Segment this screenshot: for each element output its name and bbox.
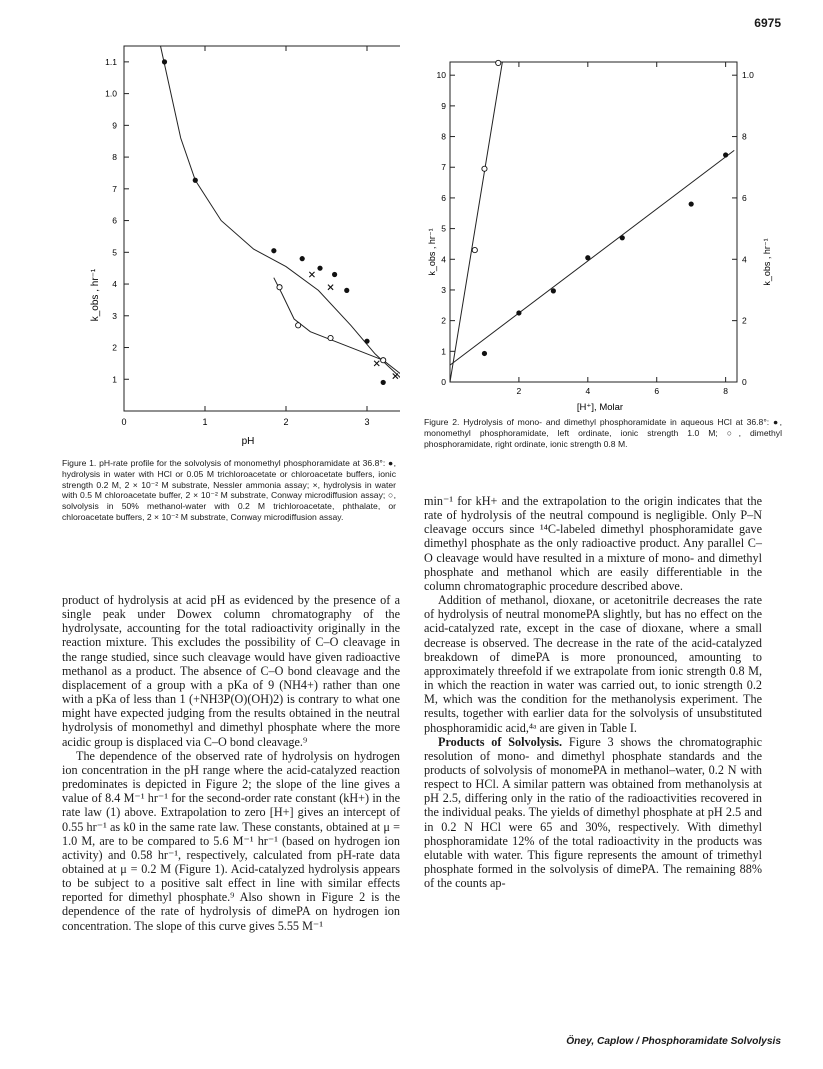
fig1-y-tick-label: 5: [112, 247, 117, 258]
fig2-left-tick-label: 1: [441, 346, 446, 357]
fig2-point: [482, 351, 487, 356]
fig1-y-tick-label: 2: [112, 342, 117, 353]
page-number: 6975: [754, 16, 781, 30]
fig1-y-tick-label: 1: [112, 374, 117, 385]
fig1-y-tick-label: 6: [112, 215, 117, 226]
fig2-right-tick-label: 6: [742, 192, 747, 203]
fig2-x-tick-label: 6: [654, 386, 660, 396]
fig1-point: [296, 323, 301, 328]
right-paragraph-1: min⁻¹ for kH+ and the extrapolation to the origin indicates that the rate of hydrolysis of the neutral compound is negligible. Only P–N cleavage occurs since ¹⁴C-labeled dimethyl phosphoramidate gave dimethyl phosphate as the only radioactive product. Any parallel C–O cleavage would have resulted in a mixture of mono- and dimethyl phosphate and methanol which are easily differentiable in the column chromatographic procedure described above.: [424, 494, 762, 593]
fig2-left-tick-label: 9: [441, 100, 446, 111]
fig1-y-tick-label: 1.1: [105, 56, 117, 67]
left-paragraph-2: The dependence of the observed rate of hydrolysis on hydrogen ion concentration in the pH range where the acid-catalyzed reaction predominates is depicted in Figure 2; the slope of the line gives a value of 8.4 M⁻¹ hr⁻¹ for the second-order rate constant (kH+) in the rate law (1) above. Extrapolation to zero [H+] gives an intercept of 0.55 hr⁻¹ as k0 in the same rate law. These constants, obtained at μ = 1.0 M, are to be compared to 5.6 M⁻¹ hr⁻¹ (based on hydrogen ion activity) and 0.58 hr⁻¹, respectively, calculated from pH-rate data obtained at μ = 0.2 M (Figure 1). Acid-catalyzed hydrolysis appears to be subject to a positive salt effect in line with similar effects reported for dimethyl phosphate.⁹ Also shown in Figure 2 is the dependence of the rate of hydrolysis of dimePA on hydrogen ion concentration. The slope of this curve gives 5.55 M⁻¹: [62, 748, 400, 933]
fig2-origin-label: 0: [441, 377, 446, 387]
fig2-left-tick-label: 5: [441, 223, 446, 234]
fig1-point: [381, 380, 386, 385]
fig1-point: [381, 358, 386, 363]
fig1-y-tick-label: 1.0: [105, 88, 117, 99]
left-column-text: [62, 593, 400, 933]
fig1-x-tick-label: 1: [202, 417, 208, 427]
fig2-point: [620, 235, 625, 240]
fig2-point: [585, 255, 590, 260]
fig2-left-tick-label: 7: [441, 162, 446, 173]
running-footer: Öney, Caplow / Phosphoramidate Solvolysis: [566, 1036, 781, 1047]
fig2-point: [551, 288, 556, 293]
fig2-right-tick-label: 8: [742, 131, 747, 142]
fig1-point: [328, 285, 333, 290]
fig1-point: [344, 288, 349, 293]
products-text: Figure 3 shows the chromatographic resolution of mono- and dimethyl phosphate standards and the products of solvolysis of monomePA in methanol–water, 0.2 N with respect to HCl. A similar pattern was obtained from methanolysis at pH 2.5, differing only in the ratio of the radioactivities recovered in the individual peaks. The yields of dimethyl phosphate at pH 2.5 and in 0.2 N HCl were 65 and 30%, respectively. With dimethyl phosphoramidate 12% of the total radioactivity in the products was elutable with water. This figure represents the amount of trimethyl phosphate formed in the solvolysis of dimePA. The remaining 88% of the counts ap-: [424, 734, 762, 891]
figure-2-caption: Figure 2. Hydrolysis of mono- and dimethyl phosphoramidate in aqueous HCl at 36.8°: ●, monomethyl phosphoramidate, left ordinate, ionic strength 1.0 M; ○, dimethyl phosphoramidate, right ordinate, ionic strength 0.8 M.: [424, 417, 782, 449]
fig2-x-tick-label: 4: [585, 386, 591, 396]
fig1-curve-water: [161, 46, 401, 405]
fig2-right-tick-label: 4: [742, 254, 747, 265]
figure-2-chart: [425, 40, 785, 415]
fig2-left-tick-label: 10: [436, 70, 446, 81]
right-column-text: [424, 494, 762, 890]
fig2-point: [472, 247, 477, 252]
fig1-y-tick-label: 7: [112, 183, 117, 194]
figure-1-caption: Figure 1. pH-rate profile for the solvolysis of monomethyl phosphoramidate at 36.8°: ●, hydrolysis in water with HCl or 0.05 M trichloroacetate or chloroacetate buffers, ionic strength 0.2 M, 2 × 10⁻² M substrate, Nessler ammonia assay; ×, hydrolysis in water with 0.5 M chloroacetate buffer, 2 × 10⁻² M substrate, Conway microdiffusion assay; ○, solvolysis in 50% methanol-water with 0.2 M trichloroacetate, phthalate, or chloroacetate buffers, 2 × 10⁻² M substrate, Conway microdiffusion assay.: [62, 458, 396, 522]
fig2-right-tick-label: 1.0: [742, 70, 754, 81]
products-heading: Products of Solvolysis.: [438, 734, 563, 749]
fig2-left-tick-label: 8: [441, 131, 446, 142]
fig2-left-tick-label: 2: [441, 315, 446, 326]
fig2-ylabel-left: k_obs , hr⁻¹: [427, 228, 437, 276]
fig1-x-tick-label: 3: [364, 417, 370, 427]
fig1-xlabel: pH: [241, 436, 255, 447]
fig2-point: [482, 166, 487, 171]
fig2-x-tick-label: 2: [516, 386, 522, 396]
fig1-point: [271, 248, 276, 253]
fig1-x-tick-label: 0: [121, 417, 127, 427]
fig2-left-tick-label: 4: [441, 254, 446, 265]
fig1-point: [328, 335, 333, 340]
fig2-fit-line-dimethyl: [450, 62, 502, 382]
fig2-point: [723, 152, 728, 157]
fig2-point: [496, 60, 501, 65]
fig1-point: [277, 285, 282, 290]
fig1-y-tick-label: 9: [112, 120, 117, 131]
fig1-x-tick-label: 2: [283, 417, 289, 427]
fig1-point: [162, 59, 167, 64]
fig1-point: [193, 178, 198, 183]
fig1-y-tick-label: 4: [112, 279, 117, 290]
fig1-ylabel: k_obs , hr⁻¹: [90, 268, 101, 322]
fig2-right-tick-label: 0: [742, 377, 747, 387]
fig2-x-tick-label: 8: [723, 386, 728, 396]
fig1-point: [309, 272, 314, 277]
left-paragraph-1: product of hydrolysis at acid pH as evidenced by the presence of a single peak under Dowex column chromatography of the hydrolysate, accounting for the total radioactivity originally in the reaction mixture. This excludes the possibility of C–O cleavage in the range studied, since such cleavage would have given radioactive methanol as a product. The absence of C–O bond cleavage and the displacement of a group with a pKa of 9 (NH4+) rather than one with a pKa of less than 1 (+NH3P(O)(OH)2) is contrary to what one might have expected judging from the results obtained in the neutral hydrolysis of monomethyl and dimethyl phosphate where the more acidic group is displaced via C–O bond cleavage.⁹: [62, 593, 400, 749]
fig1-point: [393, 373, 398, 378]
fig1-point: [300, 256, 305, 261]
right-paragraph-3: [424, 735, 762, 891]
fig1-point: [317, 266, 322, 271]
fig2-right-tick-label: 2: [742, 315, 747, 326]
fig2-xlabel: [H⁺], Molar: [576, 402, 624, 413]
fig2-left-tick-label: 3: [441, 284, 446, 295]
right-paragraph-2: Addition of methanol, dioxane, or acetonitrile decreases the rate of hydrolysis of neutral monomePA slightly, but has no effect on the acid-catalyzed rate, except in the case of dioxane, where a small decrease is observed. The decrease in the rate of the acid-catalyzed breakdown of dimePA is more pronounced, amounting to approximately threefold if we extrapolate from ionic strength 0.8 M, in which the reaction in water was carried out, to ionic strength 0.2 M, which was the condition for the methanolysis experiment. The results, together with earlier data for the solvolysis of unsubstituted phosphoramidic acid,⁴ᵃ are given in Table I.: [424, 593, 762, 735]
fig1-point: [332, 272, 337, 277]
fig1-point: [374, 361, 379, 366]
fig1-y-tick-label: 3: [112, 310, 117, 321]
fig2-point: [689, 201, 694, 206]
fig2-fit-line-monomethyl: [450, 150, 734, 365]
fig2-ylabel-right: k_obs , hr⁻¹: [762, 238, 772, 286]
fig2-left-tick-label: 6: [441, 192, 446, 203]
fig1-point: [364, 339, 369, 344]
fig1-y-tick-label: 8: [112, 152, 117, 163]
fig2-point: [516, 310, 521, 315]
figure-1-chart: [60, 40, 400, 455]
